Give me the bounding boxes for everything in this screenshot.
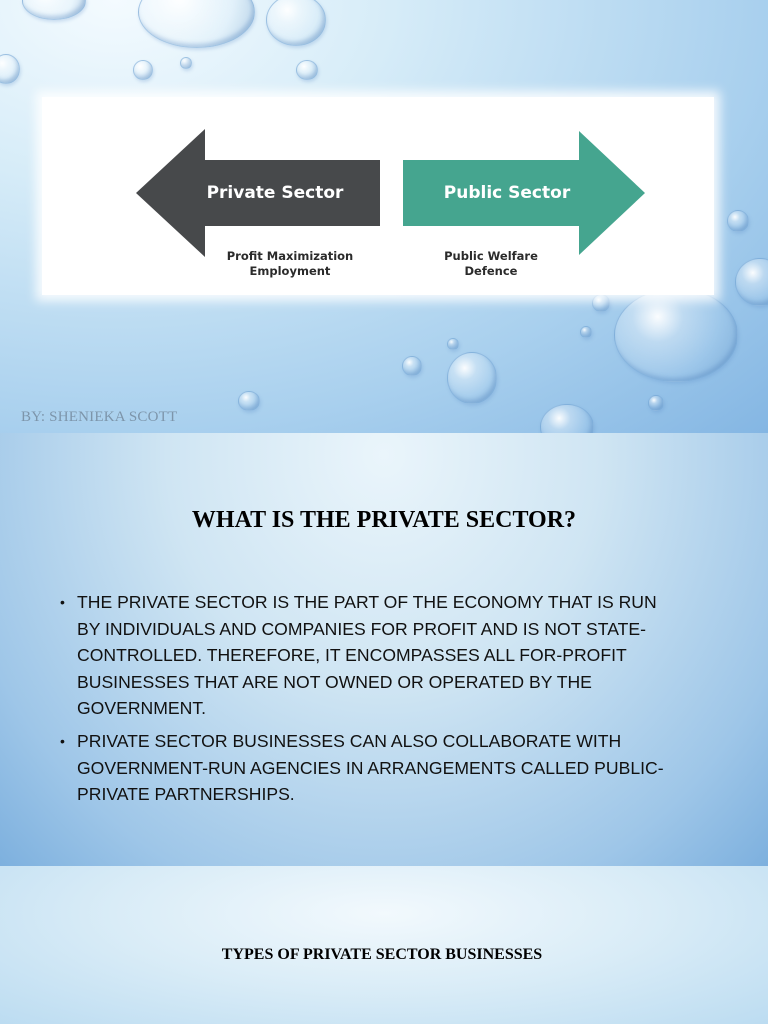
bullet-line: BY INDIVIDUALS AND COMPANIES FOR PROFIT AND IS NOT STATE- xyxy=(77,618,646,639)
water-drop xyxy=(266,0,326,46)
water-drop xyxy=(238,391,260,411)
bullet-list xyxy=(60,589,720,814)
bullet-line: PRIVATE SECTOR BUSINESSES CAN ALSO COLLABORATE WITH xyxy=(77,730,622,751)
water-drop xyxy=(735,258,768,306)
water-drop xyxy=(648,395,664,411)
private-sector-label: Private Sector xyxy=(206,183,344,203)
bullet-line: CONTROLLED. THEREFORE, IT ENCOMPASSES ALL FOR-PROFIT xyxy=(77,645,627,666)
sector-diagram xyxy=(42,97,714,295)
private-sector-sub-1: Profit Maximization xyxy=(226,249,354,263)
water-drop xyxy=(22,0,86,20)
definition-slide xyxy=(0,433,768,866)
public-sector-sub-2: Defence xyxy=(464,264,518,278)
water-drop xyxy=(447,338,459,350)
water-drop xyxy=(592,294,610,312)
bullet-item xyxy=(60,728,720,808)
arrow-diagram xyxy=(42,97,714,295)
bullet-line: GOVERNMENT. xyxy=(77,698,207,719)
bullet-dot-icon: • xyxy=(60,732,65,749)
bullet-item xyxy=(60,589,720,722)
water-drop xyxy=(447,352,497,404)
author-byline: BY: SHENIEKA SCOTT xyxy=(21,409,178,425)
public-sector-label: Public Sector xyxy=(443,183,571,203)
public-sector-sub-1: Public Welfare xyxy=(444,249,538,263)
title-slide xyxy=(0,0,768,433)
water-drop xyxy=(133,60,153,80)
water-drop xyxy=(296,60,318,80)
water-drop xyxy=(402,356,422,376)
slide-title: TYPES OF PRIVATE SECTOR BUSINESSES xyxy=(221,946,543,963)
bullet-line: BUSINESSES THAT ARE NOT OWNED OR OPERATED BY THE xyxy=(77,671,592,692)
private-sector-sub-2: Employment xyxy=(249,264,331,278)
water-drop xyxy=(540,404,594,433)
water-drop xyxy=(614,288,738,382)
water-drop xyxy=(138,0,255,48)
water-drop xyxy=(580,326,592,338)
bullet-line: THE PRIVATE SECTOR IS THE PART OF THE ECONOMY THAT IS RUN xyxy=(77,592,657,612)
water-drop xyxy=(0,54,20,84)
water-drop xyxy=(727,210,749,232)
water-drop xyxy=(180,57,192,69)
slide-title: WHAT IS THE PRIVATE SECTOR? xyxy=(191,507,577,533)
bullet-line: PRIVATE PARTNERSHIPS. xyxy=(77,784,295,805)
bullet-line: GOVERNMENT-RUN AGENCIES IN ARRANGEMENTS CALLED PUBLIC- xyxy=(77,757,664,778)
bullet-dot-icon: • xyxy=(60,594,65,610)
types-slide xyxy=(0,866,768,1024)
